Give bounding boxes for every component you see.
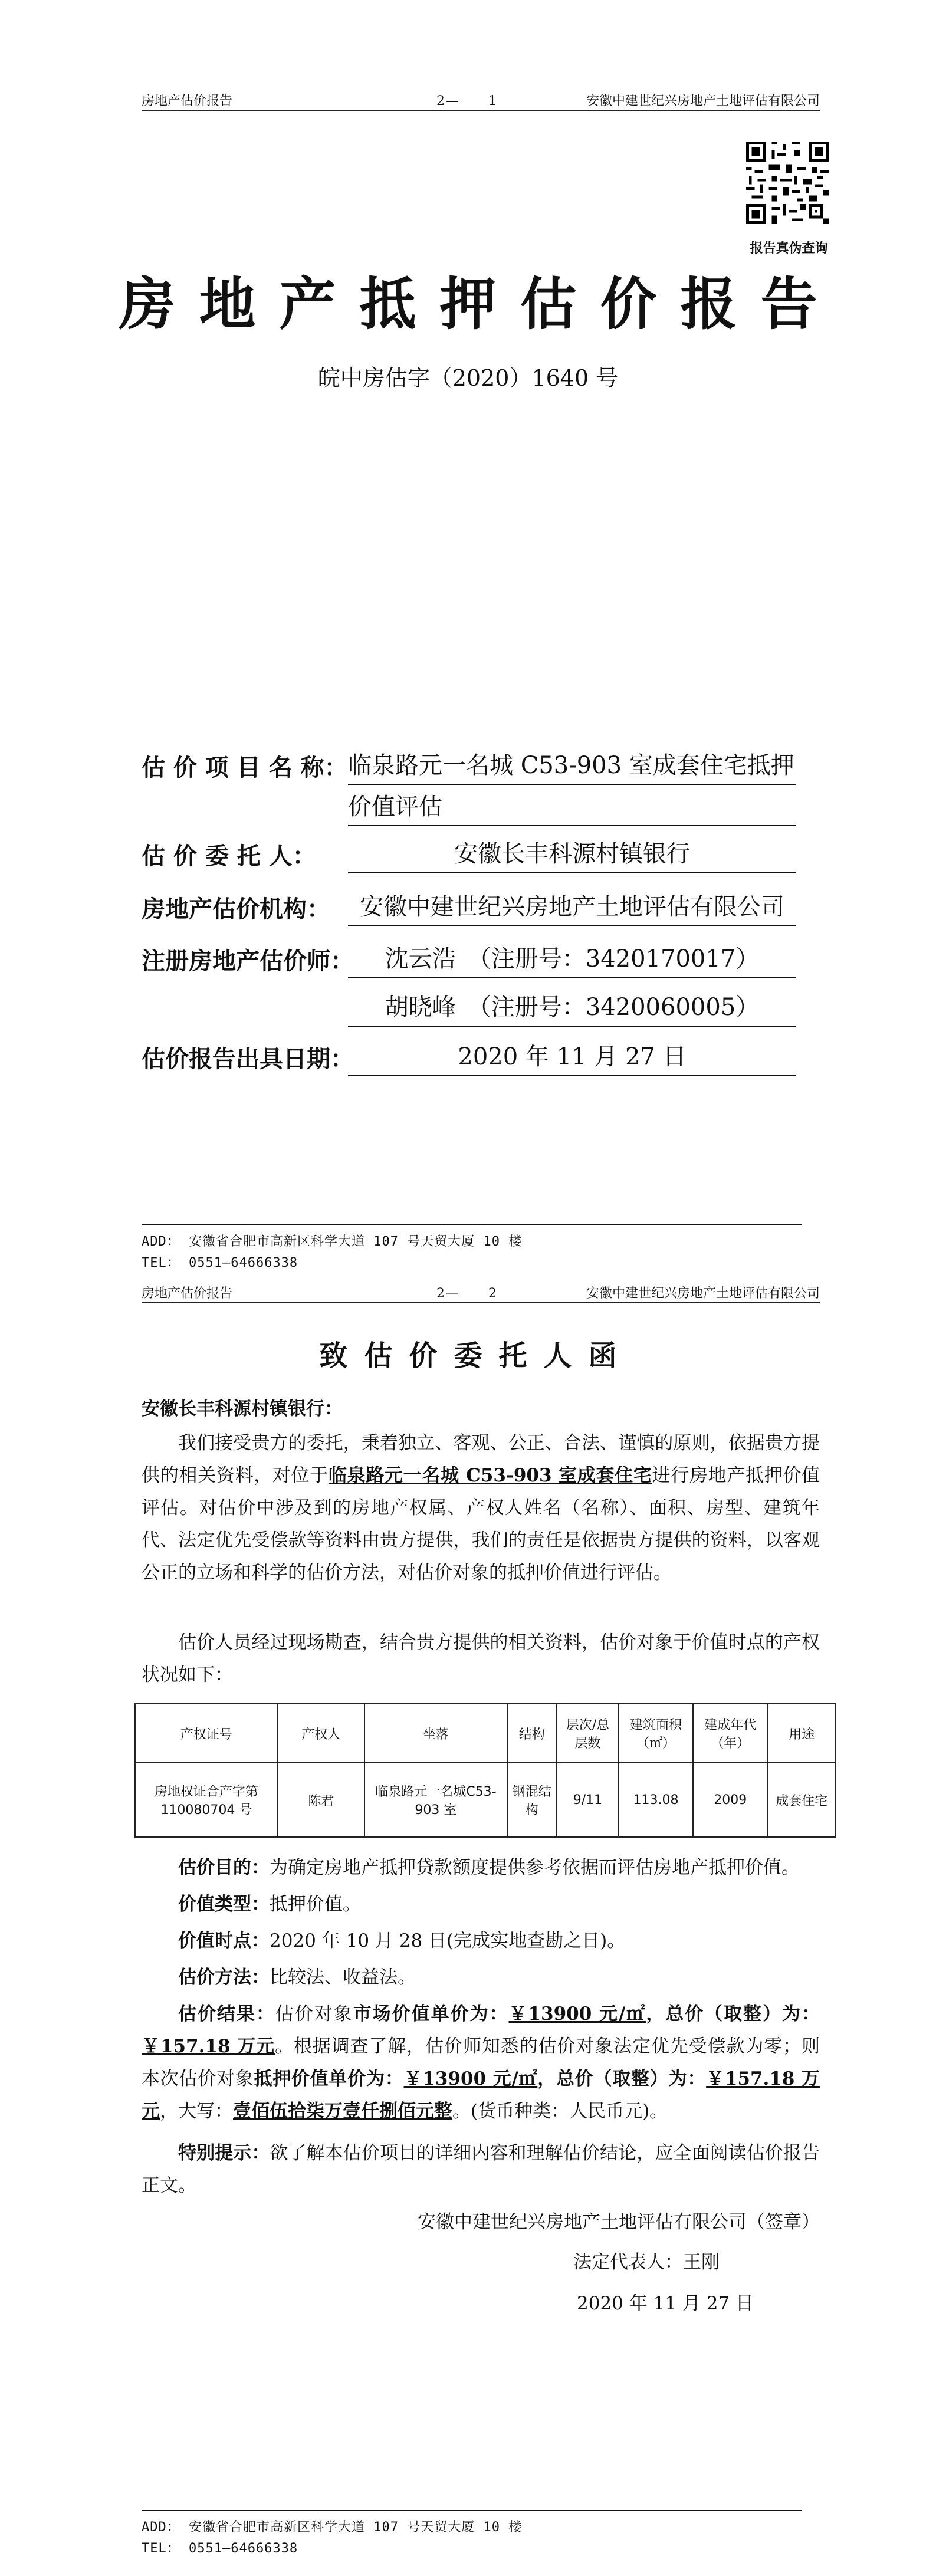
letter-paragraph-2: 估价人员经过现场勘查，结合贵方提供的相关资料，估价对象于价值时点的产权状况如下： [142, 1632, 820, 1685]
td-year: 2009 [693, 1763, 767, 1837]
appraiser-label: 注册房地产估价师： [142, 948, 354, 975]
project-name-label: 估 价 项 目 名 称： [142, 754, 348, 781]
header-right: 安徽中建世纪兴房地产土地评估有限公司 [586, 94, 820, 109]
market-unit-price: ￥13900 元/㎡ [508, 2003, 646, 2025]
th-owner: 产权人 [278, 1704, 364, 1763]
tip-value: 欲了解本估价项目的详细内容和理解估价结论，应全面阅读估价报告正文。 [142, 2143, 820, 2196]
th-floor: 层次/总层数 [557, 1704, 619, 1763]
salutation: 安徽长丰科源村镇银行： [142, 1398, 343, 1420]
th-structure: 结构 [507, 1704, 557, 1763]
td-area: 113.08 [619, 1763, 693, 1837]
page-header-2 [142, 1283, 820, 1303]
purpose-label: 估价目的： [178, 1857, 270, 1878]
value-point-line [142, 1925, 820, 1957]
table-row [135, 1763, 836, 1837]
value-type-label: 价值类型： [178, 1894, 270, 1915]
table-header-row [135, 1704, 836, 1763]
client-label: 估 价 委 托 人： [142, 843, 316, 870]
report-title: 房地产抵押估价报告 [119, 271, 841, 337]
qr-caption: 报告真伪查询 [750, 241, 828, 256]
td-structure: 钢混结构 [507, 1763, 557, 1837]
purpose-value: 为确定房地产抵押贷款额度提供参考依据而评估房地产抵押价值。 [270, 1857, 800, 1878]
issue-date-label: 估价报告出具日期： [142, 1046, 354, 1073]
value-point-value: 2020 年 10 月 28 日(完成实地查勘之日)。 [270, 1930, 626, 1951]
value-type-line [142, 1888, 820, 1921]
th-location: 坐落 [364, 1704, 507, 1763]
result-d: ，总价（取整）为： [646, 2003, 820, 2025]
method-line [142, 1961, 820, 1994]
appraiser-1: 沈云浩 （注册号：3420170017） [348, 940, 796, 978]
p1-text-c: 进行房地产抵押价值评估。对估价中涉及到的房地产权属、产权人姓名（名称）、面积、房型、建筑年代、法定优先受偿款等资料由贵方提供，我们的责任是依据贵方提供的资料，以客观公正的立场和科学的估价方法，对估价对象的抵押价值进行评估。 [142, 1465, 820, 1583]
market-total-price: ￥157.18 万元 [142, 2036, 275, 2057]
result-k: ，大写： [160, 2101, 233, 2122]
td-owner: 陈君 [278, 1763, 364, 1837]
header-left: 房地产估价报告 [142, 1286, 233, 1301]
mortgage-total-price: ￥157.18 万元 [142, 2068, 820, 2122]
td-floor: 9/11 [557, 1763, 619, 1837]
th-usage: 用途 [767, 1704, 836, 1763]
issue-date-value: 2020 年 11 月 27 日 [348, 1038, 796, 1076]
project-name-line2: 价值评估 [348, 788, 796, 826]
agency-label: 房地产估价机构： [142, 896, 330, 923]
legal-representative: 法定代表人：王刚 [573, 2252, 720, 2273]
result-g: 抵押价值单价为： [254, 2068, 404, 2089]
agency-value: 安徽中建世纪兴房地产土地评估有限公司 [348, 888, 796, 926]
client-value: 安徽长丰科源村镇银行 [348, 835, 796, 873]
method-value: 比较法、收益法。 [270, 1967, 416, 1988]
header-page-number: 2— 2 [436, 1286, 498, 1301]
header-page-number: 2— 1 [436, 94, 498, 109]
value-type-value: 抵押价值。 [270, 1894, 361, 1915]
result-paragraph [142, 1998, 820, 2128]
signature-date: 2020 年 11 月 27 日 [577, 2293, 754, 2314]
letter-title: 致估价委托人函 [319, 1339, 633, 1372]
result-f: 。根据调查了解，估价师知悉的估价对象法定优先受偿款为零；则本次估价对象 [142, 2036, 820, 2089]
td-cert-no: 房地权证合产字第110080704 号 [135, 1763, 278, 1837]
header-left: 房地产估价报告 [142, 94, 233, 109]
p1-text-a: 我们接受贵方的委托，秉着独立、客观、公正、合法、谨慎的原则，依据贵方提供的相关资料，对位于 [142, 1432, 820, 1486]
company-signature: 安徽中建世纪兴房地产土地评估有限公司（签章） [418, 2212, 820, 2233]
project-name-line1: 临泉路元一名城 C53-903 室成套住宅抵押 [348, 747, 796, 785]
result-m: 。(货币种类：人民币元)。 [452, 2101, 668, 2122]
footer-address-2: ADD： 安徽省合肥市高新区科学大道 107 号天贸大厦 10 楼 [142, 2520, 523, 2535]
footer-address: ADD： 安徽省合肥市高新区科学大道 107 号天贸大厦 10 楼 [142, 1234, 523, 1249]
footer-divider [142, 1224, 802, 1225]
result-b: 市场价值单价为： [353, 2003, 509, 2025]
purpose-line [142, 1852, 820, 1884]
value-point-label: 价值时点： [178, 1930, 270, 1951]
appraiser-2: 胡晓峰 （注册号：3420060005） [348, 988, 796, 1027]
header-right: 安徽中建世纪兴房地产土地评估有限公司 [586, 1286, 820, 1301]
mortgage-unit-price: ￥13900 元/㎡ [403, 2068, 538, 2089]
footer-tel: TEL： 0551—64666338 [142, 1256, 298, 1270]
th-area: 建筑面积（㎡） [619, 1704, 693, 1763]
method-label: 估价方法： [178, 1967, 270, 1988]
amount-in-words: 壹佰伍拾柒万壹仟捌佰元整 [233, 2101, 452, 2122]
p1-property: 临泉路元一名城 C53-903 室成套住宅 [328, 1465, 652, 1486]
property-table [134, 1703, 836, 1838]
footer-tel-2: TEL： 0551—64666338 [142, 2541, 298, 2556]
td-location: 临泉路元一名城C53-903 室 [364, 1763, 507, 1837]
result-a: 估价对象 [275, 2003, 353, 2025]
result-i: ，总价（取整）为： [537, 2068, 707, 2089]
letter-paragraph-1 [142, 1427, 820, 1589]
special-tip [142, 2137, 820, 2202]
th-cert-no: 产权证号 [135, 1704, 278, 1763]
th-year: 建成年代（年） [693, 1704, 767, 1763]
td-usage: 成套住宅 [767, 1763, 836, 1837]
document-number: 皖中房估字（2020）1640 号 [317, 365, 619, 391]
qr-code-icon[interactable] [746, 142, 829, 224]
page-header [142, 91, 820, 111]
result-label: 估价结果： [178, 2003, 275, 2025]
tip-label: 特别提示： [178, 2143, 270, 2164]
footer-divider-2 [142, 2510, 802, 2511]
